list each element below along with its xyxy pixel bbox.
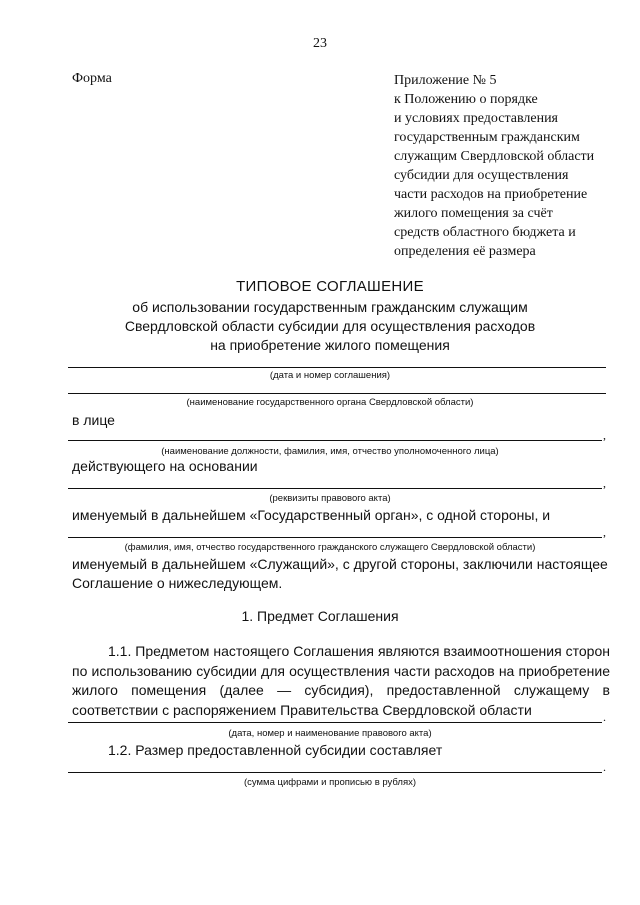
section-title: 1. Предмет Соглашения [241, 608, 399, 624]
subtitle-line: Свердловской области субсидии для осуществления расходов [124, 318, 536, 334]
comma: , [603, 525, 606, 539]
comma: , [603, 428, 606, 442]
appendix-line: государственным гражданским [394, 130, 580, 145]
paragraph-1-2: 1.2. Размер предоставленной субсидии составляет [108, 742, 443, 758]
employee-party-text [72, 555, 610, 593]
appendix-line: жилого помещения за счёт [394, 206, 553, 221]
appendix-line: и условиях предоставления [394, 111, 558, 126]
appendix-line: части расходов на приобретение [394, 187, 588, 202]
subsidy-amount-line[interactable] [68, 772, 602, 773]
appendix-block [394, 71, 624, 261]
legal-act-details-caption: (дата, номер и наименование правового акта) [228, 728, 432, 739]
appendix-line: средств областного бюджета и [394, 225, 576, 240]
appendix-line: служащим Свердловской области [394, 149, 595, 164]
period: . [603, 710, 606, 724]
subtitle-line: об использовании государственным гражданским служащим [132, 299, 528, 315]
legal-act-line[interactable] [68, 488, 602, 489]
official-name-caption: (наименование должности, фамилия, имя, отчество уполномоченного лица) [161, 446, 499, 457]
employee-name-line[interactable] [68, 537, 602, 538]
appendix-line: к Положению о порядке [394, 92, 538, 107]
legal-act-caption: (реквизиты правового акта) [269, 493, 391, 504]
appendix-line: определения её размера [394, 244, 536, 259]
in-person-label: в лице [72, 412, 115, 428]
paragraph-1-1-text: 1.1. Предметом настоящего Соглашения являются взаимоотношения сторон по использованию субсидии для осуществления части расходов на приобретение жилого помещения (далее — субсидия), предоставленной служащему в соответствии с распоряжением Правительства Свердловской области [72, 643, 610, 718]
employee-name-caption: (фамилия, имя, отчество государственного гражданского служащего Свердловской области) [124, 542, 536, 553]
legal-act-details-line[interactable] [68, 722, 602, 723]
employee-party-line: именуемый в дальнейшем «Служащий», с другой стороны, заключили настоящее [72, 556, 608, 572]
document-title: ТИПОВОЕ СОГЛАШЕНИЕ [236, 278, 424, 295]
period: . [603, 760, 606, 774]
document-subtitle [60, 298, 600, 355]
official-name-line[interactable] [68, 440, 602, 441]
paragraph-1-1 [72, 642, 610, 720]
organ-name-line[interactable] [68, 393, 606, 394]
appendix-line: субсидии для осуществления [394, 168, 569, 183]
appendix-line: Приложение № 5 [394, 73, 497, 88]
comma: , [603, 476, 606, 490]
employee-party-line: Соглашение о нижеследующем. [72, 575, 283, 591]
subsidy-amount-caption: (сумма цифрами и прописью в рублях) [243, 777, 417, 788]
agreement-number-caption: (дата и номер соглашения) [269, 370, 391, 381]
organ-party-text: именуемый в дальнейшем «Государственный орган», с одной стороны, и [72, 507, 551, 523]
form-label: Форма [72, 71, 112, 86]
agreement-number-line[interactable] [68, 367, 606, 368]
subtitle-line: на приобретение жилого помещения [210, 337, 450, 353]
basis-label: действующего на основании [72, 458, 258, 474]
page-number: 23 [313, 36, 327, 51]
organ-name-caption: (наименование государственного органа Свердловской области) [186, 397, 474, 408]
